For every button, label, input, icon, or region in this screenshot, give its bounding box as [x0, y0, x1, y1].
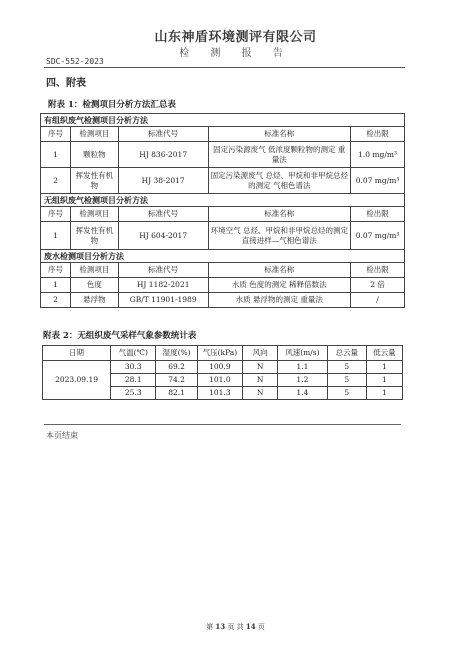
end-divider	[44, 424, 401, 425]
report-title: 检 测 报 告	[179, 48, 292, 59]
table-row	[41, 222, 405, 250]
page-middle: 页 共	[227, 623, 244, 631]
cell-name: 水质 悬浮物的测定 重量法	[208, 293, 351, 308]
cell-low-cloud: 1	[366, 387, 402, 400]
col-header: 检出限	[351, 127, 405, 142]
cell-name: 环境空气 总烃、甲烷和非甲烷总烃的测定 直接进样—气相色谱法	[208, 222, 351, 250]
header-row	[41, 127, 405, 142]
group-row	[41, 250, 405, 263]
cell-total-cloud: 5	[327, 361, 366, 374]
col-header: 序号	[41, 127, 71, 142]
cell-temp: 30.3	[111, 361, 156, 374]
cell-pressure: 101.3	[197, 387, 242, 400]
page-prefix: 第	[206, 623, 214, 631]
company-name: 山东神盾环境测评有限公司	[154, 30, 317, 45]
col-header: 风向	[243, 346, 278, 361]
page-number	[0, 622, 471, 632]
group-row	[41, 114, 405, 127]
cell-low-cloud: 1	[366, 374, 402, 387]
col-header: 检测项目	[70, 263, 118, 278]
group-title: 无组织废气检测项目分析方法	[41, 194, 405, 207]
group-row	[41, 194, 405, 207]
col-header: 标准代号	[118, 207, 208, 222]
cell-no: 1	[41, 278, 71, 293]
end-of-page-note: 本页结束	[46, 431, 78, 440]
cell-item: 颗粒物	[70, 142, 118, 168]
col-header: 标准名称	[208, 127, 351, 142]
col-header: 标准代号	[118, 127, 208, 142]
current-page: 13	[215, 622, 226, 631]
header-row	[41, 207, 405, 222]
cell-no: 1	[41, 222, 71, 250]
page-suffix: 页	[257, 623, 265, 631]
col-header: 检测项目	[70, 207, 118, 222]
cell-code: GB/T 11901-1989	[118, 293, 208, 308]
cell-wind-dir: N	[243, 374, 278, 387]
cell-name: 固定污染源废气 总烃、甲烷和非甲烷总烃的测定 气相色谱法	[208, 168, 351, 194]
cell-humidity: 82.1	[156, 387, 197, 400]
table-row	[41, 142, 405, 168]
cell-pressure: 100.9	[197, 361, 242, 374]
col-header: 序号	[41, 263, 71, 278]
cell-date: 2023.09.19	[43, 361, 111, 400]
group-title: 废水检测项目分析方法	[41, 250, 405, 263]
col-header: 标准名称	[208, 263, 351, 278]
cell-code: HJ 604-2017	[118, 222, 208, 250]
cell-pressure: 101.0	[197, 374, 242, 387]
cell-limit: 1.0 mg/m³	[351, 142, 405, 168]
cell-item: 悬浮物	[70, 293, 118, 308]
col-header: 湿度(%)	[156, 346, 197, 361]
cell-humidity: 69.2	[156, 361, 197, 374]
cell-name: 水质 色度的测定 稀释倍数法	[208, 278, 351, 293]
col-header: 标准名称	[208, 207, 351, 222]
weather-params-table	[42, 345, 403, 400]
header-row	[41, 263, 405, 278]
cell-code: HJ 38-2017	[118, 168, 208, 194]
col-header: 检出限	[351, 263, 405, 278]
cell-low-cloud: 1	[366, 361, 402, 374]
table-row	[41, 168, 405, 194]
cell-name: 固定污染源废气 低浓度颗粒物的测定 重量法	[208, 142, 351, 168]
section-title: 四、附表	[46, 78, 86, 89]
cell-wind-dir: N	[243, 387, 278, 400]
col-header: 气压(kPa)	[197, 346, 242, 361]
group-title: 有组织废气检测项目分析方法	[41, 114, 405, 127]
document-number: SDC-552-2023	[46, 57, 104, 66]
cell-wind-speed: 1.2	[278, 374, 328, 387]
cell-limit: 0.07 mg/m³	[351, 222, 405, 250]
cell-no: 1	[41, 142, 71, 168]
cell-temp: 28.1	[111, 374, 156, 387]
cell-total-cloud: 5	[327, 374, 366, 387]
col-header: 低云量	[366, 346, 402, 361]
table-row	[41, 278, 405, 293]
cell-wind-dir: N	[243, 361, 278, 374]
cell-limit: /	[351, 293, 405, 308]
col-header: 风速(m/s)	[278, 346, 328, 361]
cell-item: 挥发性有机物	[70, 168, 118, 194]
table-row	[41, 293, 405, 308]
cell-no: 2	[41, 293, 71, 308]
cell-no: 2	[41, 168, 71, 194]
cell-item: 色度	[70, 278, 118, 293]
cell-limit: 0.07 mg/m³	[351, 168, 405, 194]
cell-wind-speed: 1.4	[278, 387, 328, 400]
cell-temp: 25.3	[111, 387, 156, 400]
analysis-methods-table	[40, 113, 405, 308]
col-header: 标准代号	[118, 263, 208, 278]
cell-limit: 2 倍	[351, 278, 405, 293]
col-header: 气温(℃)	[111, 346, 156, 361]
col-header: 日期	[43, 346, 111, 361]
cell-wind-speed: 1.1	[278, 361, 328, 374]
col-header: 检出限	[351, 207, 405, 222]
cell-item: 挥发性有机物	[70, 222, 118, 250]
header-divider	[44, 67, 405, 68]
table1-caption: 附表 1：检测项目分析方法汇总表	[48, 100, 176, 110]
total-pages: 14	[245, 622, 256, 631]
header-row	[43, 346, 403, 361]
cell-code: HJ 1182-2021	[118, 278, 208, 293]
table2-caption: 附表 2：无组织废气采样气象参数统计表	[43, 331, 197, 341]
col-header: 总云量	[327, 346, 366, 361]
cell-total-cloud: 5	[327, 387, 366, 400]
table-row	[43, 361, 403, 374]
col-header: 序号	[41, 207, 71, 222]
cell-humidity: 74.2	[156, 374, 197, 387]
col-header: 检测项目	[70, 127, 118, 142]
cell-code: HJ 836-2017	[118, 142, 208, 168]
